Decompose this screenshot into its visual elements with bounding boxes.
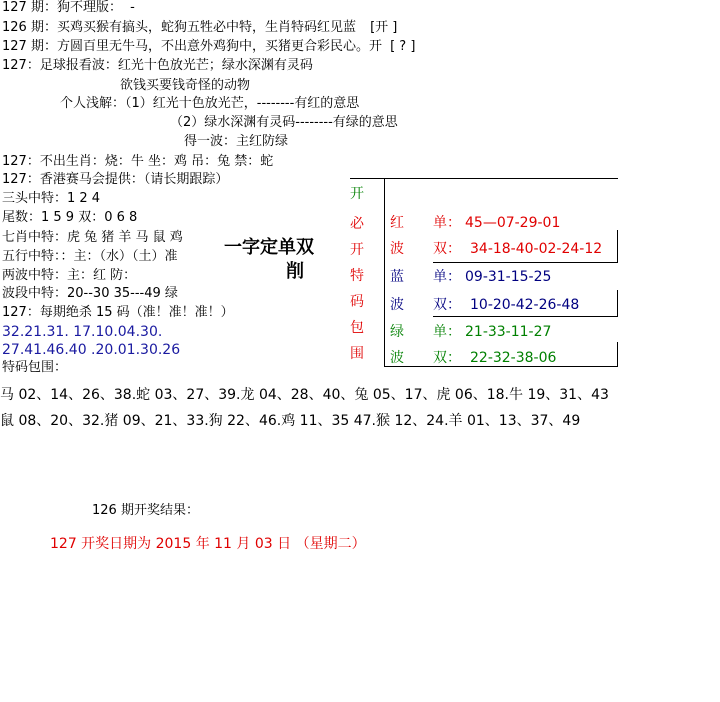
line-7: （2）绿水深渊有灵码--------有绿的意思 xyxy=(170,115,398,130)
slogan-line-2: 削 xyxy=(286,261,304,282)
line-1-text: 127 期：狗不理版： xyxy=(2,0,122,15)
line-17: 127：每期绝杀 15 码（准！准！准！） xyxy=(2,305,234,320)
table-left-line xyxy=(384,178,385,366)
table-wave-cell: 波 xyxy=(390,241,404,257)
draw-date: 127 开奖日期为 2015 年 11 月 03 日 （星期二） xyxy=(50,536,366,552)
table-kind-cell: 单： xyxy=(433,215,461,231)
table-kind-cell: 双： xyxy=(433,241,461,257)
table-right-line-1 xyxy=(617,230,618,262)
line-1 xyxy=(2,0,135,16)
line-12: 尾数：1 5 9 双：0 6 8 xyxy=(2,210,138,225)
line-18: 32.21.31. 17.10.04.30. xyxy=(2,324,163,340)
line-11: 三头中特：1 2 4 xyxy=(2,191,101,206)
vertical-char: 必 xyxy=(350,216,364,232)
line-20: 特码包围： xyxy=(2,360,68,375)
result-label: 126 期开奖结果： xyxy=(92,503,199,518)
line-10: 127：香港赛马会提供：（请长期跟踪） xyxy=(2,172,229,187)
vertical-char: 包 xyxy=(350,320,364,336)
line-2 xyxy=(2,20,397,36)
table-top-line xyxy=(350,178,618,179)
table-kind-cell: 单： xyxy=(433,324,461,340)
vertical-char: 特 xyxy=(350,268,364,284)
table-kind-cell: 单： xyxy=(433,269,461,285)
table-wave-cell: 波 xyxy=(390,297,404,313)
line-3 xyxy=(2,39,415,55)
table-sep-1 xyxy=(433,262,618,263)
table-wave-cell: 波 xyxy=(390,350,404,366)
vertical-char: 开 xyxy=(350,186,364,202)
table-wave-cell: 绿 xyxy=(390,324,404,340)
table-numbers-cell: 22-32-38-06 xyxy=(470,350,557,366)
line-2-box: [开 ] xyxy=(370,20,398,35)
table-numbers-cell: 45—07-29-01 xyxy=(465,215,561,231)
line-14: 五行中特：：主：（水）（土）准 xyxy=(2,249,178,264)
table-sep-2 xyxy=(433,316,618,317)
table-wave-cell: 红 xyxy=(390,215,404,231)
vertical-char: 开 xyxy=(350,242,364,258)
line-9: 127：不出生肖：烧：牛 坐：鸡 吊：兔 禁：蛇 xyxy=(2,154,274,169)
line-3-box: [ ? ] xyxy=(390,39,416,54)
table-kind-cell: 双： xyxy=(433,350,461,366)
line-6: 个人浅解：（1）红光十色放光芒，--------有红的意思 xyxy=(60,96,360,111)
slogan-line-1: 一字定单双 xyxy=(224,237,314,258)
line-3-text: 127 期：方圆百里无牛马，不出意外鸡狗中，买猪更合彩民心。开 xyxy=(2,39,382,54)
line-8: 得一波：主红防绿 xyxy=(184,134,289,149)
vertical-char: 围 xyxy=(350,346,364,362)
table-numbers-cell: 09-31-15-25 xyxy=(465,269,552,285)
line-16: 波段中特：20--30 35---49 绿 xyxy=(2,286,178,301)
table-kind-cell: 双： xyxy=(433,297,461,313)
table-wave-cell: 蓝 xyxy=(390,269,404,285)
table-numbers-cell: 21-33-11-27 xyxy=(465,324,552,340)
table-right-line-3 xyxy=(617,342,618,366)
table-right-line-2 xyxy=(617,290,618,316)
line-4: 127：足球报看波：红光十色放光芒；绿水深渊有灵码 xyxy=(2,58,313,73)
line-15: 两波中特：主：红 防： xyxy=(2,268,137,283)
table-numbers-cell: 10-20-42-26-48 xyxy=(470,297,580,313)
line-19: 27.41.46.40 .20.01.30.26 xyxy=(2,342,181,358)
zodiac-line-1: 马 02、14、26、38.蛇 03、27、39.龙 04、28、40、兔 05、17、虎 06、18.牛 19、31、43 xyxy=(0,387,609,403)
table-numbers-cell: 34-18-40-02-24-12 xyxy=(470,241,603,257)
line-5: 欲钱买要钱奇怪的动物 xyxy=(120,78,251,93)
line-1-mark: - xyxy=(130,0,135,15)
vertical-char: 码 xyxy=(350,294,364,310)
line-13: 七肖中特：虎 兔 猪 羊 马 鼠 鸡 xyxy=(2,230,183,245)
zodiac-line-2: 鼠 08、20、32.猪 09、21、33.狗 22、46.鸡 11、35 47.猴 12、24.羊 01、13、37、49 xyxy=(0,413,581,429)
line-2-text: 126 期：买鸡买猴有搞头，蛇狗五牲必中特，生肖特码红见蓝 xyxy=(2,20,356,35)
